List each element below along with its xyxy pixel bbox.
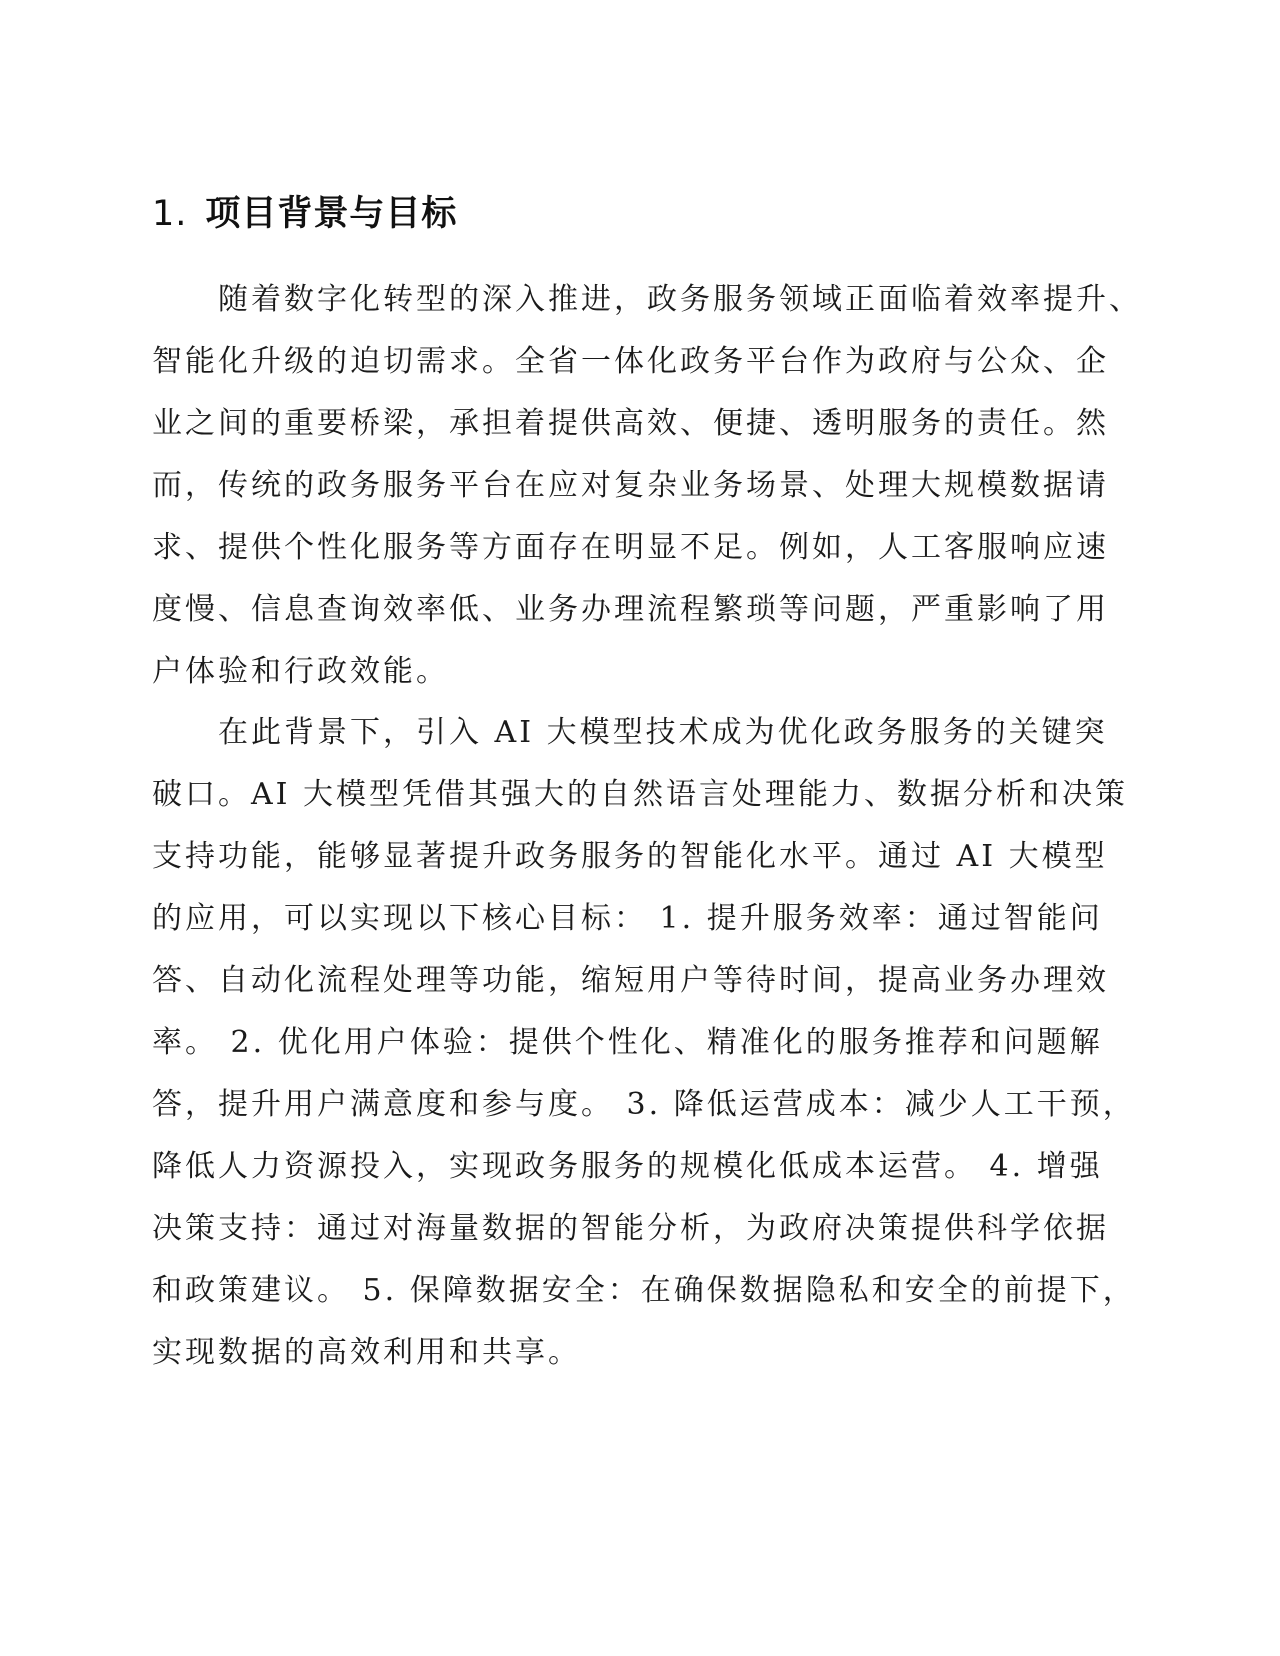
- paragraph-line: 率。 2. 优化用户体验：提供个性化、精准化的服务推荐和问题解: [152, 1025, 1103, 1060]
- paragraph-line: 而，传统的政务服务平台在应对复杂业务场景、处理大规模数据请: [152, 468, 1109, 503]
- paragraph-line: 和政策建议。 5. 保障数据安全：在确保数据隐私和安全的前提下，: [152, 1273, 1136, 1308]
- paragraph-line: 业之间的重要桥梁，承担着提供高效、便捷、透明服务的责任。然: [152, 406, 1109, 441]
- paragraph-line: 的应用，可以实现以下核心目标： 1. 提升服务效率：通过智能问: [152, 901, 1103, 936]
- paragraph-line: 实现数据的高效利用和共享。: [152, 1335, 581, 1370]
- paragraph-line: 答，提升用户满意度和参与度。 3. 降低运营成本：减少人工干预，: [152, 1087, 1136, 1122]
- paragraph-line: 求、提供个性化服务等方面存在明显不足。例如，人工客服响应速: [152, 530, 1109, 565]
- section-title: 项目背景与目标: [205, 194, 458, 234]
- paragraph-line: 智能化升级的迫切需求。全省一体化政务平台作为政府与公众、企: [152, 344, 1109, 379]
- paragraph-line: 降低人力资源投入，实现政务服务的规模化低成本运营。 4. 增强: [152, 1149, 1103, 1184]
- paragraph-line: 度慢、信息查询效率低、业务办理流程繁琐等问题，严重影响了用: [152, 592, 1109, 627]
- paragraph-line: 破口。AI 大模型凭借其强大的自然语言处理能力、数据分析和决策: [152, 777, 1129, 812]
- paragraph-line: 在此背景下，引入 AI 大模型技术成为优化政务服务的关键突: [152, 715, 1108, 750]
- section-heading: [152, 186, 457, 236]
- paragraph-line: 户体验和行政效能。: [152, 654, 449, 689]
- paragraph-line: 随着数字化转型的深入推进，政务服务领域正面临着效率提升、: [152, 282, 1142, 317]
- section-number: 1.: [152, 194, 188, 234]
- paragraph-line: 决策支持：通过对海量数据的智能分析，为政府决策提供科学依据: [152, 1211, 1109, 1246]
- paragraph-line: 答、自动化流程处理等功能，缩短用户等待时间，提高业务办理效: [152, 963, 1109, 998]
- paragraph-line: 支持功能，能够显著提升政务服务的智能化水平。通过 AI 大模型: [152, 839, 1108, 874]
